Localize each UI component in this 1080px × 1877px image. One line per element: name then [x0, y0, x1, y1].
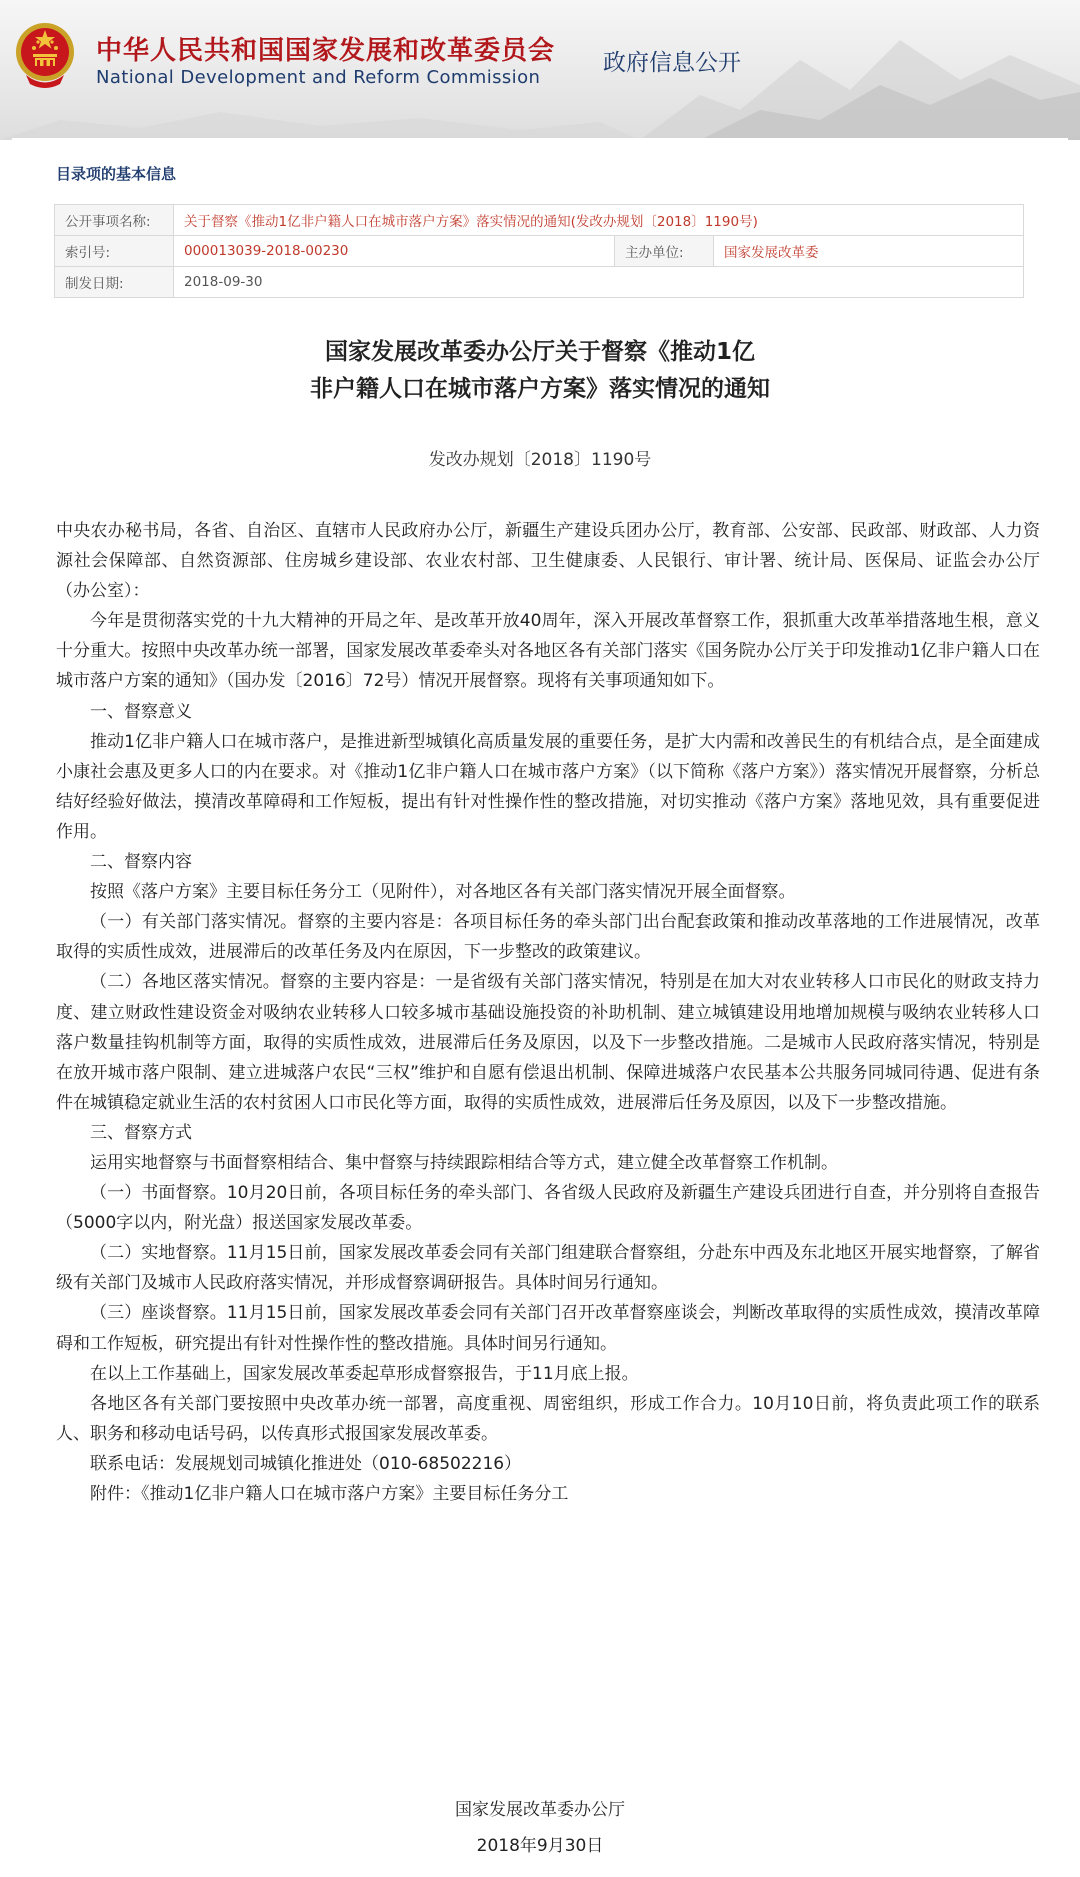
paragraph: 按照《落户方案》主要目标任务分工（见附件），对各地区各有关部门落实情况开展全面督察。 — [90, 882, 796, 903]
paragraph: （一）书面督察。10月20日前，各项目标任务的牵头部门、各省级人民政府及新疆生产建设兵团进行自查，并分别将自查报告（5000字以内，附光盘）报送国家发展改革委。 — [56, 1183, 1040, 1234]
attachment-line[interactable]: 附件：《推动1亿非户籍人口在城市落户方案》主要目标任务分工 — [90, 1484, 569, 1504]
signature-org: 国家发展改革委办公厅 — [455, 1800, 625, 1820]
paragraph: 推动1亿非户籍人口在城市落户，是推进新型城镇化高质量发展的重要任务，是扩大内需和改善民生的有机结合点，是全面建成小康社会惠及更多人口的内在要求。对《推动1亿非户籍人口在城市落户方案》（以下简称《落户方案》）落实情况开展督察，分析总结好经验好做法，摸清改革障碍和工作短板，提出有针对性操作性的整改措施，对切实推动《落户方案》落地见效，具有重要促进作用。 — [56, 731, 1040, 842]
catalog-info-table — [54, 204, 1024, 298]
site-header — [0, 0, 1080, 140]
table-row — [55, 205, 1024, 236]
host-value: 国家发展改革委 — [714, 236, 1024, 267]
section-heading: 一、督察意义 — [90, 701, 192, 722]
document-title — [12, 334, 1068, 408]
item-name-value[interactable]: 关于督察《推动1亿非户籍人口在城市落户方案》落实情况的通知(发改办规划〔2018〕1190号) — [174, 205, 1024, 236]
index-label: 索引号: — [55, 236, 174, 267]
paragraph: 今年是贯彻落实党的十九大精神的开局之年、是改革开放40周年，深入开展改革督察工作，狠抓重大改革举措落地生根，意义十分重大。按照中央改革办统一部署，国家发展改革委牵头对各地区各有关部门落实《国务院办公厅关于印发推动1亿非户籍人口在城市落户方案的通知》（国办发〔2016〕72号）情况开展督察。现将有关事项通知如下。 — [56, 611, 1040, 692]
paragraph: （三）座谈督察。11月15日前，国家发展改革委会同有关部门召开改革督察座谈会，判断改革取得的实质性成效，摸清改革障碍和工作短板，研究提出有针对性操作性的整改措施。具体时间另行通知。 — [56, 1303, 1040, 1354]
catalog-section-title: 目录项的基本信息 — [56, 165, 177, 183]
content-card — [12, 138, 1068, 1877]
host-label: 主办单位: — [615, 236, 714, 267]
document-title-line-2: 非户籍人口在城市落户方案》落实情况的通知 — [310, 376, 770, 402]
paragraph: 各地区各有关部门要按照中央改革办统一部署，高度重视、周密组织，形成工作合力。10月10日前，将负责此项工作的联系人、职务和移动电话号码，以传真形式报国家发展改革委。 — [56, 1393, 1040, 1444]
date-label: 制发日期: — [55, 267, 174, 298]
org-name-cn: 中华人民共和国国家发展和改革委员会 — [96, 36, 556, 66]
index-value: 000013039-2018-00230 — [174, 236, 615, 267]
national-emblem-icon — [14, 20, 76, 92]
document-title-line-1: 国家发展改革委办公厅关于督察《推动1亿 — [324, 339, 755, 365]
section-heading: 三、督察方式 — [90, 1122, 192, 1143]
signature-date: 2018年9月30日 — [476, 1836, 604, 1856]
gov-info-disclosure-tag[interactable]: 政府信息公开 — [603, 50, 741, 76]
document-number: 发改办规划〔2018〕1190号 — [428, 450, 652, 470]
paragraph: 运用实地督察与书面督察相结合、集中督察与持续跟踪相结合等方式，建立健全改革督察工作机制。 — [90, 1152, 838, 1173]
paragraph: （二）实地督察。11月15日前，国家发展改革委会同有关部门组建联合督察组，分赴东中西及东北地区开展实地督察，了解省级有关部门及城市人民政府落实情况，并形成督察调研报告。具体时间另行通知。 — [56, 1243, 1040, 1294]
item-name-label: 公开事项名称: — [55, 205, 174, 236]
paragraph: （二）各地区落实情况。督察的主要内容是：一是省级有关部门落实情况，特别是在加大对农业转移人口市民化的财政支持力度、建立财政性建设资金对吸纳农业转移人口较多城市基础设施投资的补助机制、建立城镇建设用地增加规模与吸纳农业转移人口落户数量挂钩机制等方面，取得的实质性成效，进展滞后任务及原因，以及下一步整改措施。二是城市人民政府落实情况，特别是在放开城市落户限制、建立进城落户农民“三权”维护和自愿有偿退出机制、保障进城落户农民基本公共服务同城同待遇、促进有条件在城镇稳定就业生活的农村贫困人口市民化等方面，取得的实质性成效，进展滞后任务及原因，以及下一步整改措施。 — [56, 972, 1040, 1113]
org-name-en: National Development and Reform Commission — [96, 67, 541, 88]
table-row — [55, 267, 1024, 298]
paragraph: 在以上工作基础上，国家发展改革委起草形成督察报告，于11月底上报。 — [90, 1363, 639, 1384]
table-row — [55, 236, 1024, 267]
document-body — [56, 516, 1040, 1509]
addressees: 中央农办秘书局，各省、自治区、直辖市人民政府办公厅，新疆生产建设兵团办公厅，教育部、公安部、民政部、财政部、人力资源社会保障部、自然资源部、住房城乡建设部、农业农村部、卫生健康委、人民银行、审计署、统计局、医保局、证监会办公厅（办公室）： — [56, 521, 1040, 602]
paragraph: （一）有关部门落实情况。督察的主要内容是：各项目标任务的牵头部门出台配套政策和推动改革落地的工作进展情况，改革取得的实质性成效，进展滞后的改革任务及内在原因，下一步整改的政策建议。 — [56, 912, 1040, 963]
date-value: 2018-09-30 — [174, 267, 1024, 298]
contact-phone: 联系电话：发展规划司城镇化推进处（010-68502216） — [90, 1453, 522, 1474]
section-heading: 二、督察内容 — [90, 852, 192, 873]
